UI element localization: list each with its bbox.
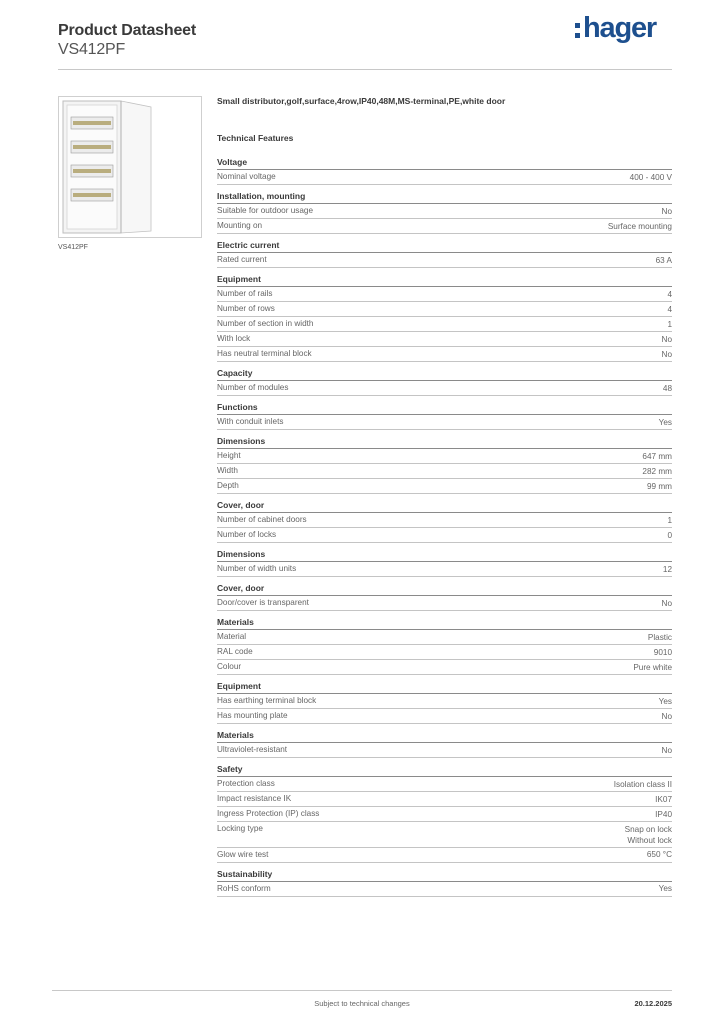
feature-row [217,513,672,528]
feature-row [217,381,672,396]
feature-row [217,347,672,362]
feature-row [217,302,672,317]
distribution-board-icon [59,97,201,237]
feature-label: With lock [217,334,251,343]
hager-logo [575,14,656,43]
feature-value: 4 [667,304,672,314]
feature-value: 4 [667,289,672,299]
section-title: Materials [217,616,672,630]
feature-row [217,219,672,234]
feature-row [217,415,672,430]
feature-value: No [661,334,672,344]
feature-label: Number of rails [217,289,273,298]
feature-label: Number of cabinet doors [217,515,307,524]
feature-label: Number of locks [217,530,277,539]
section-title: Equipment [217,273,672,287]
feature-value: Yes [658,884,672,893]
feature-label: Width [217,466,238,475]
feature-section [217,367,672,396]
feature-value: 1 [667,319,672,329]
feature-value: Surface mounting [607,221,672,231]
feature-value: Plastic [647,632,672,642]
feature-row [217,709,672,724]
feature-row [217,287,672,302]
feature-value: Snap on lock Without lock [624,824,672,845]
feature-value: 647 mm [642,451,672,461]
feature-label: RAL code [217,647,253,656]
feature-row [217,792,672,807]
feature-label: Has neutral terminal block [217,349,312,358]
section-title: Materials [217,729,672,743]
footer-divider [52,990,672,991]
feature-row [217,630,672,645]
feature-value: 63 A [655,255,672,265]
section-title: Dimensions [217,548,672,562]
footer-note: Subject to technical changes [314,999,410,1008]
feature-label: Has earthing terminal block [217,696,317,705]
product-image [58,96,202,238]
feature-label: RoHS conform [217,883,271,893]
feature-section [217,401,672,430]
feature-label: Glow wire test [217,849,269,859]
feature-value: 48 [662,383,672,393]
section-title: Cover, door [217,499,672,513]
feature-row [217,660,672,675]
product-description: Small distributor,golf,surface,4row,IP40,48M,MS-terminal,PE,white door [217,96,506,106]
feature-label: Protection class [217,779,275,788]
feature-value: 99 mm [646,481,672,491]
feature-value: No [661,745,672,755]
feature-value: 1 [667,515,672,525]
feature-row [217,743,672,758]
feature-label: Ultraviolet-resistant [217,745,288,754]
feature-section [217,273,672,362]
feature-value: Isolation class II [613,779,672,789]
feature-row [217,848,672,863]
feature-label: Suitable for outdoor usage [217,206,314,215]
section-title: Capacity [217,367,672,381]
feature-row [217,645,672,660]
footer-date: 20.12.2025 [634,999,672,1008]
feature-label: Mounting on [217,221,263,230]
feature-section [217,435,672,494]
feature-value: No [661,206,672,216]
feature-row [217,253,672,268]
feature-section [217,868,672,897]
feature-row [217,777,672,792]
feature-row [217,204,672,219]
feature-value: 400 - 400 V [629,172,672,182]
product-code: VS412PF [58,41,126,58]
feature-sections [217,156,672,897]
feature-row [217,317,672,332]
feature-section [217,499,672,543]
feature-label: Number of modules [217,383,289,392]
feature-row [217,807,672,822]
feature-label: Depth [217,481,239,490]
feature-value: 282 mm [642,466,672,476]
header-divider [58,69,672,70]
feature-value: Yes [658,696,672,706]
feature-section [217,729,672,758]
feature-label: Number of width units [217,564,297,573]
section-title: Functions [217,401,672,415]
feature-section [217,156,672,185]
section-title: Cover, door [217,582,672,596]
feature-value: IP40 [655,809,672,819]
section-title: Installation, mounting [217,190,672,204]
feature-value: No [661,349,672,359]
section-title: Sustainability [217,868,672,882]
section-title: Dimensions [217,435,672,449]
feature-row [217,332,672,347]
feature-row [217,464,672,479]
feature-section [217,616,672,675]
feature-label: Has mounting plate [217,711,288,720]
feature-row [217,822,672,848]
section-title: Electric current [217,239,672,253]
feature-section [217,239,672,268]
feature-value: Pure white [633,662,672,672]
feature-value: No [661,711,672,721]
feature-label: Height [217,451,241,460]
feature-label: Number of section in width [217,319,314,328]
logo-dots-icon [575,23,580,38]
feature-row [217,562,672,577]
feature-section [217,582,672,611]
feature-label: Rated current [217,255,267,264]
feature-label: Number of rows [217,304,275,313]
section-title: Safety [217,763,672,777]
feature-row [217,528,672,543]
feature-section [217,548,672,577]
feature-label: Colour [217,662,242,671]
section-title: Voltage [217,156,672,170]
feature-row [217,449,672,464]
feature-label: Door/cover is transparent [217,598,309,607]
feature-label: Impact resistance IK [217,794,292,803]
feature-value: 0 [667,530,672,540]
feature-row [217,596,672,611]
feature-row [217,694,672,709]
feature-row [217,479,672,494]
feature-label: Locking type [217,824,263,833]
feature-section [217,763,672,863]
technical-features-heading: Technical Features [217,133,294,143]
feature-value: 9010 [653,647,672,657]
image-caption: VS412PF [58,244,88,251]
feature-row [217,170,672,185]
feature-value: Yes [658,417,672,427]
logo-wordmark: hager [583,12,656,44]
feature-label: Nominal voltage [217,172,276,181]
section-title: Equipment [217,680,672,694]
feature-value: 650 °C [646,850,672,859]
page-header [58,22,196,59]
feature-label: Material [217,632,247,641]
feature-value: 12 [662,564,672,574]
page-title: Product Datasheet [58,22,196,39]
datasheet-content [217,96,672,897]
feature-label: Ingress Protection (IP) class [217,809,320,818]
feature-section [217,190,672,234]
feature-label: With conduit inlets [217,417,284,426]
feature-value: No [661,598,672,608]
feature-value: IK07 [655,794,672,804]
feature-row [217,882,672,897]
feature-section [217,680,672,724]
